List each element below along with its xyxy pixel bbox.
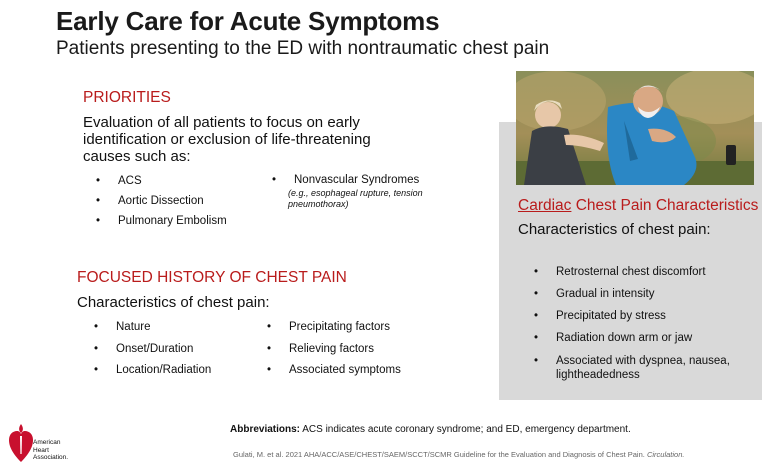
abbreviations-label: Abbreviations:	[230, 424, 301, 435]
citation-journal: Circulation.	[644, 450, 685, 459]
nonvascular-note: (e.g., esophageal rupture, tension pneumothorax)	[288, 188, 423, 209]
aha-logo-text	[33, 439, 68, 462]
list-item: • ACS	[96, 175, 227, 187]
abbreviations	[230, 424, 631, 435]
page-title: Early Care for Acute Symptoms	[56, 6, 440, 36]
list-item: • Location/Radiation	[94, 364, 211, 376]
history-list-left	[94, 321, 211, 376]
logo-line: Association.	[33, 454, 69, 461]
cardiac-heading	[518, 197, 758, 215]
list-item: • Pulmonary Embolism	[96, 215, 227, 227]
list-item: • Nature	[94, 321, 211, 333]
cardiac-heading-keyword: Cardiac	[518, 197, 572, 214]
list-item: • Nonvascular Syndromes	[272, 174, 419, 186]
priorities-description: Evaluation of all patients to focus on early identification or exclusion of life-threatening causes such as:	[83, 114, 371, 165]
list-item: • Retrosternal chest discomfort	[534, 266, 756, 278]
list-item: • Radiation down arm or jaw	[534, 332, 756, 344]
list-item: • Associated symptoms	[267, 364, 401, 376]
abbreviations-text: ACS indicates acute coronary syndrome; and ED, emergency department.	[300, 424, 631, 435]
list-item: • Onset/Duration	[94, 343, 211, 355]
list-item: • Gradual in intensity	[534, 288, 756, 300]
cardiac-subheading: Characteristics of chest pain:	[518, 221, 711, 238]
history-list-right	[267, 321, 401, 376]
page-subtitle: Patients presenting to the ED with nontraumatic chest pain	[56, 38, 550, 59]
focused-history-subheading: Characteristics of chest pain:	[77, 294, 270, 311]
priorities-list-right	[272, 174, 419, 186]
logo-line: Heart	[33, 446, 49, 454]
cardiac-list	[534, 266, 756, 382]
list-item: • Precipitated by stress	[534, 310, 756, 322]
priorities-list-left	[96, 175, 227, 227]
priorities-heading: PRIORITIES	[83, 89, 171, 106]
cardiac-heading-rest: Chest Pain Characteristics	[571, 197, 759, 214]
list-item: • Aortic Dissection	[96, 195, 227, 207]
list-item: • Precipitating factors	[267, 321, 401, 333]
citation-text: Gulati, M. et al. 2021 AHA/ACC/ASE/CHEST/SAEM/SCCT/SCMR Guideline for the Evaluation and Diagnosis of Chest Pain.	[233, 450, 645, 459]
list-item: • Relieving factors	[267, 343, 401, 355]
list-item: • Associated with dyspnea, nausea, lightheadedness	[534, 354, 756, 382]
focused-history-heading: FOCUSED HISTORY OF CHEST PAIN	[77, 269, 347, 286]
heart-torch-icon	[8, 420, 34, 464]
logo-line: American	[33, 439, 61, 446]
citation	[233, 450, 684, 459]
patient-photo	[516, 71, 754, 185]
